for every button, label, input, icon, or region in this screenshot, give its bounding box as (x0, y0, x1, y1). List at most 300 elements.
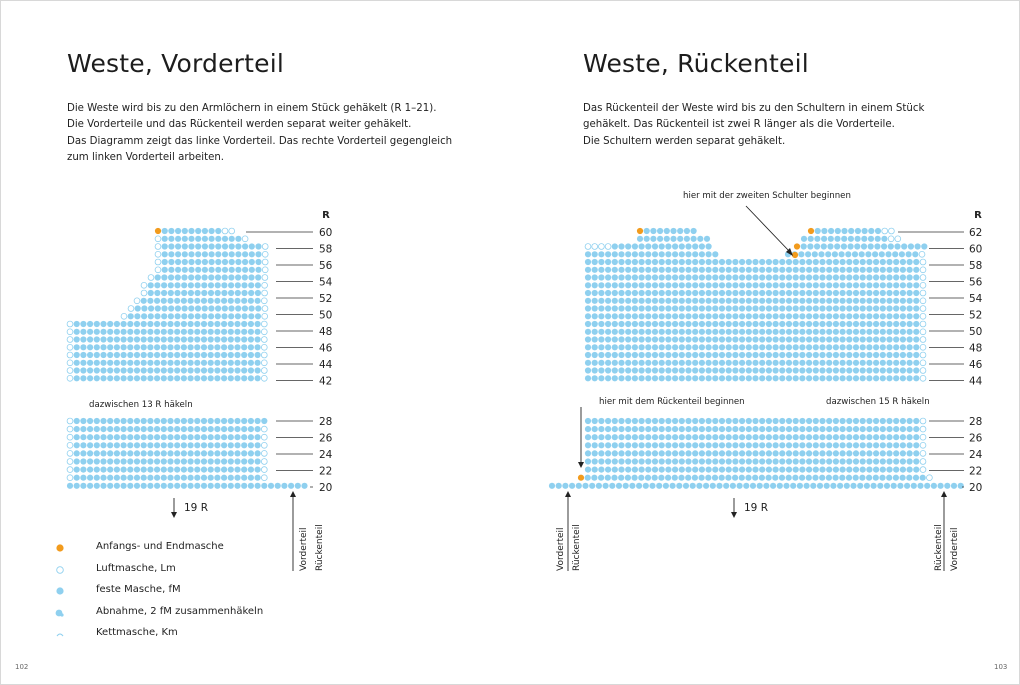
right-row-label: 50 (969, 326, 983, 338)
chain-stitch (67, 368, 73, 374)
single-crochet-stitch (759, 313, 765, 319)
single-crochet-stitch (712, 251, 718, 257)
single-crochet-stitch (699, 344, 705, 350)
single-crochet-stitch (833, 329, 839, 335)
single-crochet-stitch (235, 267, 241, 273)
single-crochet-stitch (866, 442, 872, 448)
single-crochet-stitch (893, 360, 899, 366)
single-crochet-stitch (726, 450, 732, 456)
single-crochet-stitch (793, 418, 799, 424)
single-crochet-stitch (114, 336, 120, 342)
single-crochet-stitch (853, 475, 859, 481)
single-crochet-stitch (141, 313, 147, 319)
single-crochet-stitch (834, 243, 840, 249)
single-crochet-stitch (893, 367, 899, 373)
left-row-label: 52 (319, 293, 333, 305)
single-crochet-stitch (598, 305, 604, 311)
single-crochet-stitch (194, 483, 200, 489)
single-crochet-stitch (154, 360, 160, 366)
single-crochet-stitch (679, 360, 685, 366)
single-crochet-stitch (692, 243, 698, 249)
single-crochet-stitch (175, 243, 181, 249)
single-crochet-stitch (167, 298, 173, 304)
single-crochet-stitch (913, 375, 919, 381)
single-crochet-stitch (846, 329, 852, 335)
single-crochet-stitch (873, 344, 879, 350)
single-crochet-stitch (719, 290, 725, 296)
single-crochet-stitch (659, 367, 665, 373)
single-crochet-stitch (255, 243, 261, 249)
single-crochet-stitch (181, 458, 187, 464)
chain-stitch (261, 368, 267, 374)
single-crochet-stitch (154, 367, 160, 373)
single-crochet-stitch (625, 467, 631, 473)
single-crochet-stitch (248, 442, 254, 448)
single-crochet-stitch (228, 290, 234, 296)
single-crochet-stitch (181, 467, 187, 473)
single-crochet-stitch (221, 336, 227, 342)
single-crochet-stitch (665, 418, 671, 424)
single-crochet-stitch (880, 360, 886, 366)
single-crochet-stitch (585, 426, 591, 432)
single-crochet-stitch (235, 290, 241, 296)
single-crochet-stitch (208, 298, 214, 304)
chain-stitch (920, 375, 926, 381)
single-crochet-stitch (819, 352, 825, 358)
single-crochet-stitch (188, 458, 194, 464)
single-crochet-stitch (860, 434, 866, 440)
single-crochet-stitch (786, 344, 792, 350)
single-crochet-stitch (685, 418, 691, 424)
single-crochet-stitch (107, 442, 113, 448)
single-crochet-stitch (625, 367, 631, 373)
single-crochet-stitch (752, 298, 758, 304)
single-crochet-stitch (174, 434, 180, 440)
single-crochet-stitch (860, 352, 866, 358)
single-crochet-stitch (699, 458, 705, 464)
single-crochet-stitch (779, 305, 785, 311)
single-crochet-stitch (672, 298, 678, 304)
single-crochet-stitch (719, 426, 725, 432)
single-crochet-stitch (100, 442, 106, 448)
single-crochet-stitch (692, 251, 698, 257)
single-crochet-stitch (147, 467, 153, 473)
single-crochet-stitch (154, 442, 160, 448)
single-crochet-stitch (712, 267, 718, 273)
single-crochet-stitch (147, 360, 153, 366)
single-crochet-stitch (632, 475, 638, 481)
single-crochet-stitch (786, 375, 792, 381)
single-crochet-stitch (201, 442, 207, 448)
single-crochet-stitch (562, 483, 568, 489)
single-crochet-stitch (819, 434, 825, 440)
chain-stitch (920, 275, 926, 281)
single-crochet-stitch (924, 483, 930, 489)
legend-label: feste Masche, fM (96, 584, 181, 596)
chain-stitch (134, 298, 140, 304)
single-crochet-stitch (234, 298, 240, 304)
single-crochet-stitch (679, 274, 685, 280)
single-crochet-stitch (652, 313, 658, 319)
single-crochet-stitch (844, 483, 850, 489)
single-crochet-stitch (605, 367, 611, 373)
single-crochet-stitch (94, 434, 100, 440)
single-crochet-stitch (147, 321, 153, 327)
single-crochet-stitch (726, 375, 732, 381)
chain-stitch (121, 313, 127, 319)
single-crochet-stitch (188, 360, 194, 366)
single-crochet-stitch (127, 418, 133, 424)
single-crochet-stitch (712, 360, 718, 366)
single-crochet-stitch (879, 475, 885, 481)
single-crochet-stitch (255, 321, 261, 327)
single-crochet-stitch (605, 313, 611, 319)
chain-stitch (920, 434, 926, 440)
single-crochet-stitch (215, 236, 221, 242)
single-crochet-stitch (188, 313, 194, 319)
single-crochet-stitch (719, 313, 725, 319)
single-crochet-stitch (752, 282, 758, 288)
single-crochet-stitch (201, 375, 207, 381)
single-crochet-stitch (726, 360, 732, 366)
single-crochet-stitch (618, 282, 624, 288)
single-crochet-stitch (866, 313, 872, 319)
single-crochet-stitch (652, 290, 658, 296)
single-crochet-stitch (773, 259, 779, 265)
single-crochet-stitch (793, 259, 799, 265)
single-crochet-stitch (719, 375, 725, 381)
single-crochet-stitch (873, 336, 879, 342)
single-crochet-stitch (645, 282, 651, 288)
single-crochet-stitch (214, 475, 220, 481)
single-crochet-stitch (659, 450, 665, 456)
single-crochet-stitch (114, 450, 120, 456)
single-crochet-stitch (685, 458, 691, 464)
single-crochet-stitch (644, 236, 650, 242)
single-crochet-stitch (221, 313, 227, 319)
single-crochet-stitch (806, 458, 812, 464)
single-crochet-stitch (134, 360, 140, 366)
single-crochet-stitch (779, 360, 785, 366)
single-crochet-stitch (127, 426, 133, 432)
single-crochet-stitch (712, 467, 718, 473)
single-crochet-stitch (752, 313, 758, 319)
single-crochet-stitch (228, 367, 234, 373)
single-crochet-stitch (907, 352, 913, 358)
single-crochet-stitch (121, 434, 127, 440)
single-crochet-stitch (194, 360, 200, 366)
single-crochet-stitch (773, 305, 779, 311)
single-crochet-stitch (585, 352, 591, 358)
single-crochet-stitch (87, 336, 93, 342)
left-page-title: Weste, Vorderteil (67, 49, 285, 78)
single-crochet-stitch (228, 298, 234, 304)
single-crochet-stitch (913, 274, 919, 280)
single-crochet-stitch (679, 321, 685, 327)
single-crochet-stitch (208, 352, 214, 358)
single-crochet-stitch (168, 274, 174, 280)
single-crochet-stitch (833, 344, 839, 350)
single-crochet-stitch (886, 321, 892, 327)
single-crochet-stitch (147, 442, 153, 448)
single-crochet-stitch (195, 274, 201, 280)
single-crochet-stitch (174, 298, 180, 304)
single-crochet-stitch (154, 329, 160, 335)
single-crochet-stitch (107, 321, 113, 327)
single-crochet-stitch (168, 251, 174, 257)
single-crochet-stitch (652, 344, 658, 350)
single-crochet-stitch (819, 313, 825, 319)
single-crochet-stitch (188, 298, 194, 304)
single-crochet-stitch (659, 442, 665, 448)
single-crochet-stitch (134, 336, 140, 342)
single-crochet-stitch (848, 236, 854, 242)
single-crochet-stitch (880, 336, 886, 342)
single-crochet-stitch (746, 375, 752, 381)
single-crochet-stitch (813, 450, 819, 456)
single-crochet-stitch (616, 483, 622, 489)
single-crochet-stitch (659, 290, 665, 296)
single-crochet-stitch (893, 450, 899, 456)
single-crochet-stitch (268, 483, 274, 489)
single-crochet-stitch (900, 458, 906, 464)
single-crochet-stitch (846, 274, 852, 280)
single-crochet-stitch (860, 367, 866, 373)
single-crochet-stitch (913, 321, 919, 327)
single-crochet-stitch (632, 243, 638, 249)
single-crochet-stitch (907, 282, 913, 288)
single-crochet-stitch (255, 360, 261, 366)
single-crochet-stitch (739, 418, 745, 424)
single-crochet-stitch (643, 483, 649, 489)
single-crochet-stitch (773, 298, 779, 304)
single-crochet-stitch (875, 236, 881, 242)
single-crochet-stitch (248, 313, 254, 319)
single-crochet-stitch (813, 434, 819, 440)
single-crochet-stitch (228, 274, 234, 280)
single-crochet-stitch (645, 298, 651, 304)
single-crochet-stitch (679, 313, 685, 319)
single-crochet-stitch (214, 344, 220, 350)
single-crochet-stitch (80, 375, 86, 381)
single-crochet-stitch (94, 483, 100, 489)
single-crochet-stitch (652, 282, 658, 288)
single-crochet-stitch (665, 274, 671, 280)
single-crochet-stitch (846, 259, 852, 265)
single-crochet-stitch (195, 282, 201, 288)
single-crochet-stitch (737, 483, 743, 489)
single-crochet-stitch (148, 313, 154, 319)
single-crochet-stitch (141, 475, 147, 481)
single-crochet-stitch (188, 321, 194, 327)
single-crochet-stitch (692, 352, 698, 358)
single-crochet-stitch (221, 344, 227, 350)
single-crochet-stitch (819, 467, 825, 473)
left-row-label: 56 (319, 260, 333, 272)
single-crochet-stitch (699, 313, 705, 319)
single-crochet-stitch (618, 467, 624, 473)
single-crochet-stitch (154, 426, 160, 432)
single-crochet-stitch (228, 344, 234, 350)
single-crochet-stitch (182, 259, 188, 265)
single-crochet-stitch (161, 290, 167, 296)
single-crochet-stitch (242, 243, 248, 249)
single-crochet-stitch (799, 418, 805, 424)
single-crochet-stitch (87, 434, 93, 440)
single-crochet-stitch (900, 344, 906, 350)
single-crochet-stitch (80, 321, 86, 327)
single-crochet-stitch (706, 298, 712, 304)
single-crochet-stitch (229, 267, 235, 273)
single-crochet-stitch (215, 313, 221, 319)
single-crochet-stitch (652, 243, 658, 249)
single-crochet-stitch (706, 467, 712, 473)
single-crochet-stitch (141, 426, 147, 432)
single-crochet-stitch (773, 367, 779, 373)
single-crochet-stitch (618, 321, 624, 327)
single-crochet-stitch (234, 442, 240, 448)
single-crochet-stitch (793, 321, 799, 327)
single-crochet-stitch (228, 375, 234, 381)
single-crochet-stitch (625, 251, 631, 257)
single-crochet-stitch (712, 344, 718, 350)
single-crochet-stitch (201, 467, 207, 473)
single-crochet-stitch (168, 305, 174, 311)
single-crochet-stitch (202, 236, 208, 242)
chain-stitch (229, 228, 235, 234)
single-crochet-stitch (162, 236, 168, 242)
single-crochet-stitch (174, 321, 180, 327)
decrease-icon (51, 607, 67, 619)
single-crochet-stitch (739, 259, 745, 265)
single-crochet-stitch (618, 360, 624, 366)
single-crochet-stitch (860, 418, 866, 424)
single-crochet-stitch (248, 360, 254, 366)
single-crochet-stitch (181, 418, 187, 424)
single-crochet-stitch (637, 236, 643, 242)
single-crochet-stitch (672, 375, 678, 381)
single-crochet-stitch (585, 375, 591, 381)
single-crochet-stitch (74, 475, 80, 481)
single-crochet-stitch (94, 329, 100, 335)
single-crochet-stitch (706, 336, 712, 342)
single-crochet-stitch (201, 290, 207, 296)
single-crochet-stitch (585, 267, 591, 273)
single-crochet-stitch (209, 251, 215, 257)
single-crochet-stitch (873, 313, 879, 319)
single-crochet-stitch (255, 329, 261, 335)
single-crochet-stitch (107, 418, 113, 424)
single-crochet-stitch (652, 475, 658, 481)
single-crochet-stitch (645, 313, 651, 319)
single-crochet-stitch (612, 352, 618, 358)
single-crochet-stitch (605, 418, 611, 424)
single-crochet-stitch (813, 282, 819, 288)
single-crochet-stitch (746, 336, 752, 342)
single-crochet-stitch (819, 282, 825, 288)
single-crochet-stitch (141, 458, 147, 464)
single-crochet-stitch (175, 236, 181, 242)
single-crochet-stitch (826, 282, 832, 288)
single-crochet-stitch (100, 352, 106, 358)
single-crochet-stitch (679, 442, 685, 448)
single-crochet-stitch (746, 267, 752, 273)
single-crochet-stitch (74, 467, 80, 473)
single-crochet-stitch (726, 329, 732, 335)
single-crochet-stitch (248, 375, 254, 381)
single-crochet-stitch (201, 450, 207, 456)
single-crochet-stitch (645, 251, 651, 257)
single-crochet-stitch (209, 267, 215, 273)
single-crochet-stitch (161, 313, 167, 319)
single-crochet-stitch (208, 321, 214, 327)
single-crochet-stitch (886, 305, 892, 311)
single-crochet-stitch (746, 450, 752, 456)
single-crochet-stitch (585, 434, 591, 440)
single-crochet-stitch (612, 344, 618, 350)
single-crochet-stitch (201, 313, 207, 319)
single-crochet-stitch (866, 274, 872, 280)
single-crochet-stitch (141, 305, 147, 311)
right-row-label: 22 (969, 465, 983, 478)
chain-stitch (67, 442, 73, 448)
single-crochet-stitch (739, 426, 745, 432)
single-crochet-stitch (612, 251, 618, 257)
single-crochet-stitch (690, 483, 696, 489)
single-crochet-stitch (886, 274, 892, 280)
single-crochet-stitch (726, 290, 732, 296)
single-crochet-stitch (806, 450, 812, 456)
single-crochet-stitch (706, 450, 712, 456)
single-crochet-stitch (221, 434, 227, 440)
single-crochet-stitch (174, 426, 180, 432)
single-crochet-stitch (659, 267, 665, 273)
single-crochet-stitch (840, 434, 846, 440)
single-crochet-stitch (128, 313, 134, 319)
single-crochet-stitch (598, 475, 604, 481)
single-crochet-stitch (188, 329, 194, 335)
single-crochet-stitch (235, 305, 241, 311)
single-crochet-stitch (194, 467, 200, 473)
single-crochet-stitch (840, 274, 846, 280)
single-crochet-stitch (241, 475, 247, 481)
single-crochet-stitch (208, 467, 214, 473)
single-crochet-stitch (746, 426, 752, 432)
single-crochet-stitch (833, 352, 839, 358)
single-crochet-stitch (107, 450, 113, 456)
single-crochet-stitch (121, 450, 127, 456)
single-crochet-stitch (195, 259, 201, 265)
single-crochet-stitch (222, 267, 228, 273)
single-crochet-stitch (121, 458, 127, 464)
single-crochet-stitch (154, 483, 160, 489)
single-crochet-stitch (739, 467, 745, 473)
single-crochet-stitch (759, 367, 765, 373)
single-crochet-stitch (833, 467, 839, 473)
single-crochet-stitch (107, 483, 113, 489)
single-crochet-stitch (114, 321, 120, 327)
single-crochet-stitch (181, 313, 187, 319)
single-crochet-stitch (241, 450, 247, 456)
single-crochet-stitch (585, 290, 591, 296)
single-crochet-stitch (639, 426, 645, 432)
single-crochet-stitch (612, 290, 618, 296)
single-crochet-stitch (201, 418, 207, 424)
single-crochet-stitch (645, 418, 651, 424)
single-crochet-stitch (886, 426, 892, 432)
single-crochet-stitch (826, 329, 832, 335)
single-crochet-stitch (806, 352, 812, 358)
